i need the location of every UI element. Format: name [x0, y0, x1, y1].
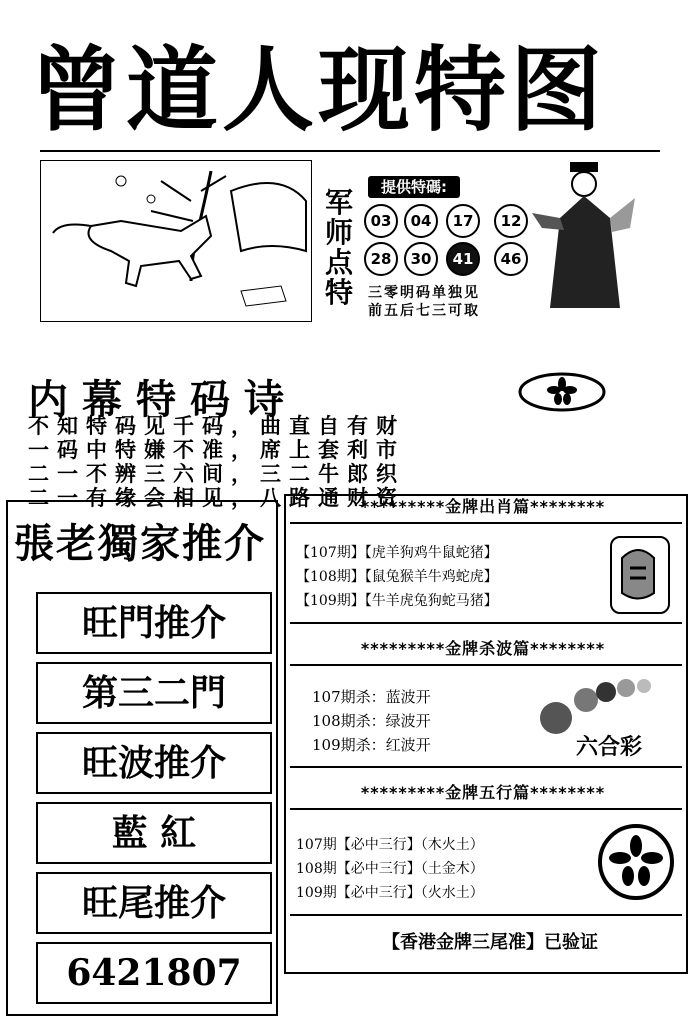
recommend-box: 旺波推介: [36, 732, 272, 794]
number-ball: 28: [364, 242, 398, 276]
number-ball: 41: [446, 242, 480, 276]
section-divider: [290, 808, 682, 810]
number-ball: 46: [494, 242, 528, 276]
poem-line: 二一有缘会相见，八路通财资: [28, 485, 405, 510]
title-underline: [40, 150, 660, 152]
hk-emblem-icon: [518, 372, 606, 412]
recommend-box: 第三二門: [36, 662, 272, 724]
number-ball: 12: [494, 204, 528, 238]
side-label-char: 点: [324, 246, 353, 279]
section-heading: *********金牌五行篇********: [360, 783, 606, 802]
element-item: 108期【必中三行】（土金木）: [296, 861, 484, 877]
section-divider: [290, 622, 682, 624]
bauhinia-emblem-icon: [596, 822, 676, 902]
number-ball: 17: [446, 204, 480, 238]
special-number-tag: 提供特碼:: [368, 176, 460, 198]
verified-footer: 【香港金牌三尾准】已验证: [382, 932, 598, 953]
page-title: 曾道人现特图: [30, 36, 607, 144]
figure-illustration: [530, 158, 640, 318]
poem-line: 不知特码见千码，曲直自有财: [28, 413, 405, 438]
mark-six-text: 六合彩: [576, 734, 643, 760]
fox-illustration: [40, 160, 312, 322]
recommend-box: 旺門推介: [36, 592, 272, 654]
fortune-icon: [610, 536, 670, 614]
side-label-char: 特: [324, 276, 353, 309]
mark-six-logo: [534, 676, 674, 766]
zodiac-item: 【108期】【鼠兔猴羊牛鸡蛇虎】: [296, 569, 498, 585]
section-divider: [290, 664, 682, 666]
side-label: [322, 188, 356, 308]
side-label-char: 军: [324, 186, 353, 219]
left-panel-heading: 張老獨家推介: [14, 520, 266, 567]
number-ball: 30: [404, 242, 438, 276]
number-ball: 03: [364, 204, 398, 238]
zodiac-item: 【107期】【虎羊狗鸡牛鼠蛇猪】: [296, 545, 498, 561]
element-item: 107期【必中三行】（木火土）: [296, 837, 484, 853]
poem-line: 一码中特嫌不准，席上套利市: [28, 437, 405, 462]
zodiac-item: 【109期】【牛羊虎兔狗蛇马猪】: [296, 593, 498, 609]
hint-line: 三零明码单独见: [368, 285, 480, 301]
color-kill-item: 108期杀：绿波开: [312, 712, 431, 730]
recommend-box: 旺尾推介: [36, 872, 272, 934]
color-kill-item: 109期杀：红波开: [312, 736, 431, 754]
element-item: 109期【必中三行】（火水土）: [296, 885, 484, 901]
poem-title: 内幕特码诗: [28, 376, 298, 423]
hint-line: 前五后七三可取: [368, 303, 480, 319]
recommend-box: 藍 紅: [36, 802, 272, 864]
section-divider: [290, 522, 682, 524]
section-divider: [290, 914, 682, 916]
recommend-box: 6421807: [36, 942, 272, 1004]
side-label-char: 师: [324, 216, 353, 249]
number-ball: 04: [404, 204, 438, 238]
section-heading: *********金牌出肖篇********: [360, 497, 606, 516]
poem-line: 二一不辨三六间，三二牛郎织: [28, 461, 405, 486]
color-kill-item: 107期杀：蓝波开: [312, 688, 431, 706]
section-heading: *********金牌杀波篇********: [360, 639, 606, 658]
section-divider: [290, 766, 682, 768]
